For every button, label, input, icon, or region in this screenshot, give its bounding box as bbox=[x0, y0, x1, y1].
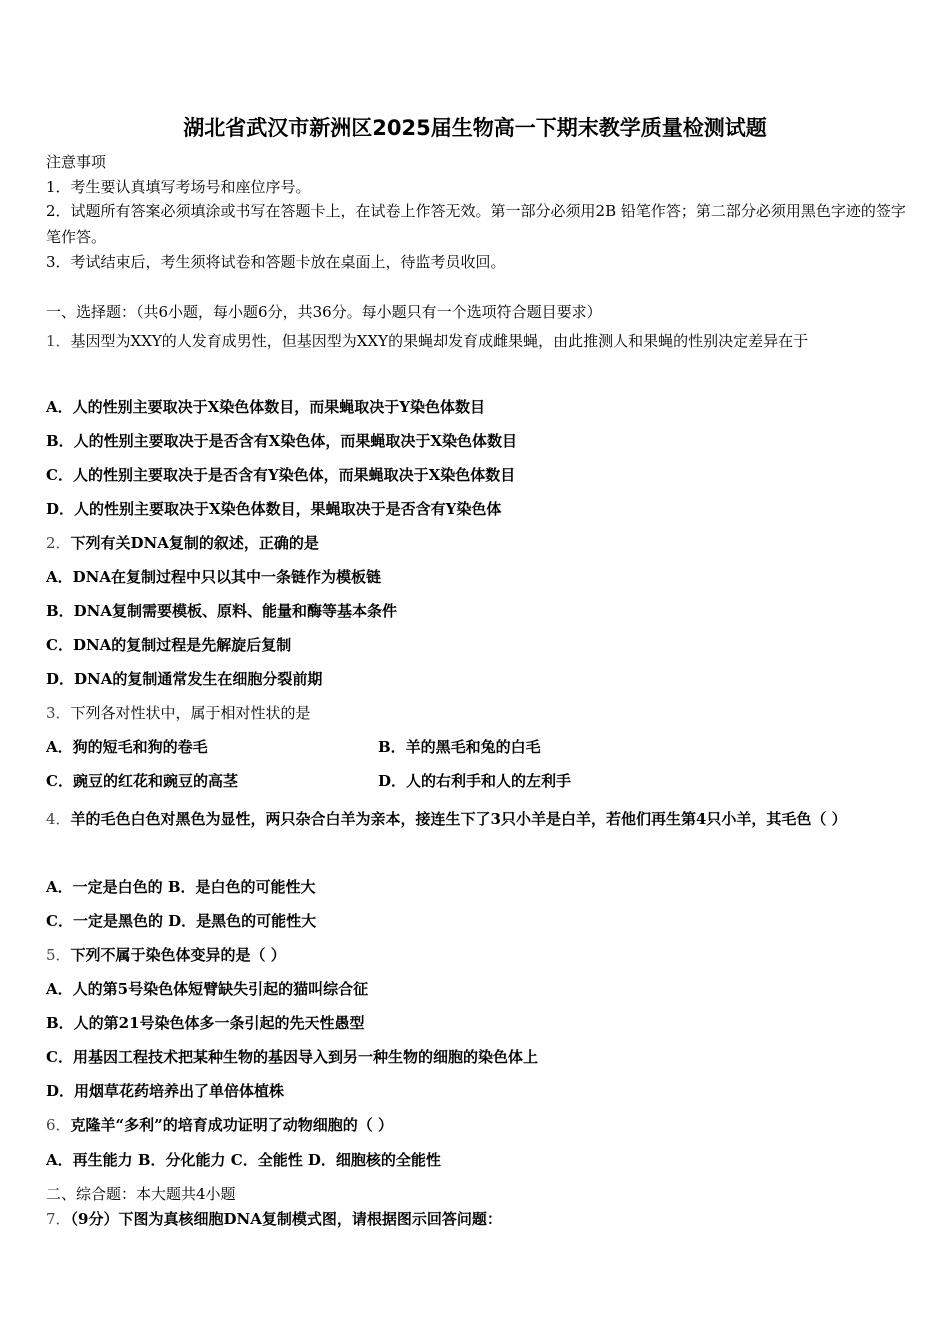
question-number: 7． bbox=[46, 1210, 71, 1228]
question-1-stem bbox=[46, 322, 906, 360]
question-4-stem bbox=[46, 800, 906, 838]
q3-option-a: A．狗的短毛和狗的卷毛 bbox=[46, 738, 208, 756]
q2-option-b: B．DNA复制需要模板、原料、能量和酶等基本条件 bbox=[46, 602, 398, 620]
question-text: 克隆羊“多利”的培育成功证明了动物细胞的（ ） bbox=[70, 1116, 394, 1134]
q1-option-d: D．人的性别主要取决于X染色体数目，果蝇取决于是否含有Y染色体 bbox=[46, 500, 502, 518]
q2-option-a: A．DNA在复制过程中只以其中一条链作为模板链 bbox=[46, 568, 381, 586]
question-5-stem bbox=[46, 944, 286, 966]
notice-item-1: 1．考生要认真填写考场号和座位序号。 bbox=[46, 178, 311, 196]
question-text: 基因型为XXY的人发育成男性，但基因型为XXY的果蝇却发育成雌果蝇，由此推测人和果蝇的性别决定差异在于 bbox=[70, 332, 809, 350]
q4-option-ab: A．一定是白色的 B．是白色的可能性大 bbox=[46, 878, 316, 896]
question-2-stem bbox=[46, 532, 319, 554]
q5-option-b: B．人的第21号染色体多一条引起的先天性愚型 bbox=[46, 1014, 365, 1032]
section1-heading: 一、选择题：（共6小题，每小题6分，共36分。每小题只有一个选项符合题目要求） bbox=[46, 303, 602, 321]
q1-option-b: B．人的性别主要取决于是否含有X染色体，而果蝇取决于X染色体数目 bbox=[46, 432, 517, 450]
question-text: 下列有关DNA复制的叙述，正确的是 bbox=[70, 534, 319, 552]
notice-heading: 注意事项 bbox=[46, 153, 107, 171]
question-number: 3． bbox=[46, 704, 71, 722]
question-7-stem bbox=[46, 1208, 502, 1230]
question-6-stem bbox=[46, 1114, 393, 1136]
q5-option-a: A．人的第5号染色体短臂缺失引起的猫叫综合征 bbox=[46, 980, 369, 998]
section2-heading: 二、综合题：本大题共4小题 bbox=[46, 1185, 236, 1203]
question-text: 下列各对性状中，属于相对性状的是 bbox=[70, 704, 311, 722]
notice-item-2: 2．试题所有答案必须填涂或书写在答题卡上，在试卷上作答无效。第一部分必须用2B 铅笔作答；第二部分必须用黑色字迹的签字笔作答。 bbox=[46, 202, 906, 246]
q6-options: A．再生能力 B．分化能力 C．全能性 D．细胞核的全能性 bbox=[46, 1151, 441, 1169]
q3-option-d: D．人的右利手和人的左利手 bbox=[378, 772, 572, 790]
question-3-stem bbox=[46, 702, 311, 724]
q3-option-b: B．羊的黑毛和兔的白毛 bbox=[378, 738, 541, 756]
q5-option-c: C．用基因工程技术把某种生物的基因导入到另一种生物的细胞的染色体上 bbox=[46, 1048, 538, 1066]
q1-option-c: C．人的性别主要取决于是否含有Y染色体，而果蝇取决于X染色体数目 bbox=[46, 466, 516, 484]
question-number: 4． bbox=[46, 810, 71, 828]
q2-option-d: D．DNA的复制通常发生在细胞分裂前期 bbox=[46, 670, 323, 688]
question-number: 6． bbox=[46, 1116, 71, 1134]
question-number: 2． bbox=[46, 534, 71, 552]
q4-option-cd: C．一定是黑色的 D．是黑色的可能性大 bbox=[46, 912, 317, 930]
question-number: 1． bbox=[46, 332, 71, 350]
q3-option-c: C．豌豆的红花和豌豆的高茎 bbox=[46, 772, 238, 790]
page-title: 湖北省武汉市新洲区2025届生物高一下期末教学质量检测试题 bbox=[183, 116, 767, 140]
q5-option-d: D．用烟草花药培养出了单倍体植株 bbox=[46, 1082, 285, 1100]
q2-option-c: C．DNA的复制过程是先解旋后复制 bbox=[46, 636, 292, 654]
question-text: 下列不属于染色体变异的是（ ） bbox=[70, 946, 286, 964]
notice-item-3: 3．考试结束后，考生须将试卷和答题卡放在桌面上，待监考员收回。 bbox=[46, 253, 506, 271]
question-text: 羊的毛色白色对黑色为显性，两只杂合白羊为亲本，接连生下了3只小羊是白羊，若他们再生第4只小羊，其毛色（ ） bbox=[70, 810, 847, 828]
q1-option-a: A．人的性别主要取决于X染色体数目，而果蝇取决于Y染色体数目 bbox=[46, 398, 485, 416]
question-text: （9分）下图为真核细胞DNA复制模式图，请根据图示回答问题： bbox=[70, 1210, 502, 1228]
question-number: 5． bbox=[46, 946, 71, 964]
